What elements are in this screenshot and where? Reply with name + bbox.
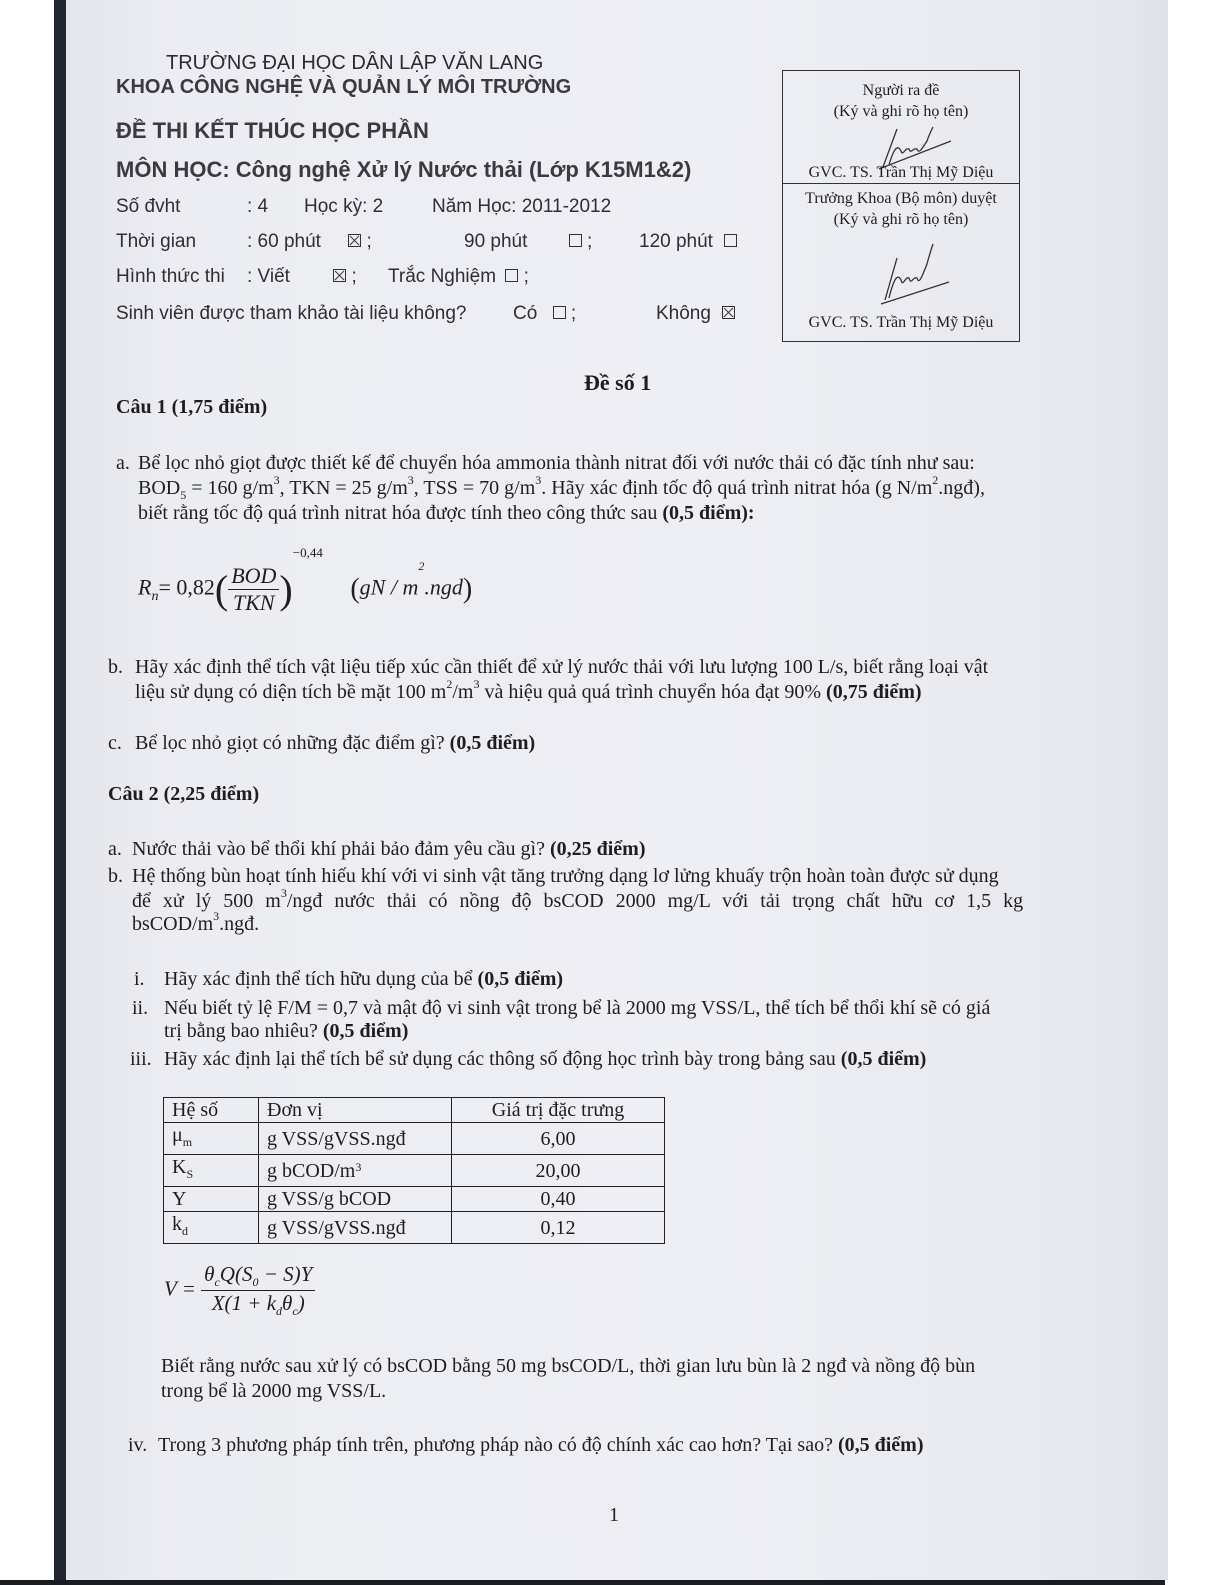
q1-a-line3: biết rằng tốc độ quá trình nitrat hóa được tính theo công thức sau (0,5 điểm): [138, 502, 755, 524]
points: (0,5 điểm): [662, 502, 755, 524]
time-90-label: 90 phút [464, 231, 528, 252]
format-option-written [247, 266, 357, 288]
exam-number: Đề số 1 [584, 370, 652, 395]
checkbox-checked-icon[interactable] [333, 269, 346, 282]
checkbox-empty-icon[interactable] [505, 269, 518, 282]
format-label: Hình thức thi [116, 266, 225, 287]
separator: ; [570, 303, 577, 324]
q2-iii-text: Hãy xác định lại thể tích bể sử dụng các thông số động học trình bày trong bảng sau (0,5 điểm) [164, 1048, 927, 1070]
question-1-title: Câu 1 (1,75 điểm) [116, 396, 268, 418]
table-row [164, 1155, 665, 1187]
approver-signature-image [875, 238, 955, 308]
separator: ; [351, 266, 357, 287]
table-cell-unit: g VSS/gVSS.ngđ [259, 1212, 452, 1244]
fraction: $\frac{\text{BOD}}{\text{TKN}}$ [228, 563, 279, 616]
table-header-row [164, 1098, 665, 1123]
points: (0,5 điểm) [322, 1020, 409, 1042]
q1-a-marker: a. [116, 452, 130, 474]
q2-iii-marker: iii. [130, 1048, 152, 1070]
approver-note: (Ký và ghi rõ họ tên) [833, 211, 969, 228]
q2-b-line1: Hệ thống bùn hoạt tính hiếu khí với vi sinh vật tăng trưởng dạng lơ lửng khuấy trộn hoàn toàn được sử dụng [132, 865, 999, 887]
q2-a-text: Nước thải vào bể thổi khí phải bảo đảm yêu cầu gì? (0,25 điểm) [132, 838, 646, 860]
q1-c-marker: c. [108, 732, 122, 754]
scan-bottom-edge [0, 1580, 1165, 1585]
q2-iv-marker: iv. [128, 1434, 148, 1456]
table-cell-unit: g bCOD/$m^3$ [259, 1155, 452, 1187]
reference-yes-label: Có [513, 303, 538, 324]
semester: Học kỳ: 2 [304, 196, 384, 217]
faculty-name: KHOA CÔNG NGHỆ VÀ QUẢN LÝ MÔI TRƯỜNG [116, 76, 572, 98]
table-header: Đơn vị [259, 1098, 452, 1123]
page-number: 1 [609, 1504, 619, 1526]
table-header: Hệ số [164, 1098, 259, 1123]
reference-no-label: Không [656, 303, 711, 324]
table-cell-unit: g VSS/g bCOD [259, 1187, 452, 1212]
table-cell-value: 0,12 [452, 1212, 665, 1244]
time-option-120 [639, 231, 737, 253]
table-cell-value: 6,00 [452, 1123, 665, 1155]
table-row [164, 1212, 665, 1244]
reference-label: Sinh viên được tham khảo tài liệu không? [116, 303, 467, 324]
approver-title: Trưởng Khoa (Bộ môn) duyệt [805, 190, 997, 207]
author-note: (Ký và ghi rõ họ tên) [833, 103, 969, 120]
q2-i-text: Hãy xác định thể tích hữu dụng của bể (0,5 điểm) [164, 968, 564, 990]
q2-a-marker: a. [108, 838, 122, 860]
author-title: Người ra đề [862, 82, 940, 99]
author-name: GVC. TS. Trần Thị Mỹ Diệu [808, 164, 994, 181]
q2-ii-line2: trị bằng bao nhiêu? (0,5 điểm) [164, 1020, 409, 1042]
q2-b-line3: bsCOD/$m^3.ngđ$. [132, 909, 260, 935]
scan-left-edge [54, 0, 66, 1585]
time-60-label: : 60 phút [247, 231, 321, 252]
table-cell-symbol: $\mu_m$ [164, 1123, 259, 1155]
q2-ii-marker: ii. [132, 997, 149, 1019]
time-option-90 [464, 231, 592, 253]
reference-option-no [656, 303, 735, 325]
signature-box [782, 70, 1020, 342]
q1-a-line1: Bể lọc nhỏ giọt được thiết kế để chuyển hóa ammonia thành nitrat đối với nước thải có đặc tính như sau: [138, 452, 975, 474]
format-written-label: : Viết [247, 266, 290, 287]
points: (0,25 điểm) [549, 838, 646, 860]
q1-b-marker: b. [108, 656, 123, 678]
course-title: MÔN HỌC: Công nghệ Xử lý Nước thải (Lớp K15M1&2) [116, 157, 692, 182]
format-option-multiple-choice [388, 266, 529, 288]
checkbox-checked-icon[interactable] [348, 234, 361, 247]
time-option-60 [247, 231, 372, 253]
author-signature-cell [783, 71, 1019, 184]
time-label: Thời gian [116, 231, 197, 252]
approver-name: GVC. TS. Trần Thị Mỹ Diệu [808, 314, 994, 331]
table-cell-unit: g VSS/gVSS.ngđ [259, 1123, 452, 1155]
separator: ; [586, 231, 593, 252]
credits-value: : 4 [247, 196, 269, 217]
credits-label: Số đvht [116, 196, 181, 217]
table-cell-value: 0,40 [452, 1187, 665, 1212]
points: (0,5 điểm) [840, 1048, 927, 1070]
reference-option-yes [513, 303, 576, 325]
points: (0,5 điểm) [449, 732, 536, 754]
exam-title: ĐỀ THI KẾT THÚC HỌC PHẦN [116, 118, 429, 143]
table-cell-symbol: $K_S$ [164, 1155, 259, 1187]
reactor-volume-formula: V = $\frac{\theta_cQ(S_0 - S)Y}{X(1 + k_d\theta_c)}$ [164, 1262, 315, 1319]
fraction: $\frac{\theta_cQ(S_0 - S)Y}{X(1 + k_d\theta_c)}$ [201, 1262, 315, 1319]
q2-ii-line1: Nếu biết tỷ lệ F/M = 0,7 và mật độ vi sinh vật trong bể là 2000 mg VSS/L, thể tích bể thổi khí sẽ có giá [164, 997, 991, 1019]
points: (0,75 điểm) [826, 681, 922, 703]
time-120-label: 120 phút [639, 231, 713, 252]
q1-c-text: Bể lọc nhỏ giọt có những đặc điểm gì? (0,5 điểm) [135, 732, 536, 754]
checkbox-checked-icon[interactable] [722, 306, 735, 319]
points: (0,5 điểm) [837, 1434, 924, 1456]
checkbox-empty-icon[interactable] [724, 234, 737, 247]
exam-page [66, 0, 1168, 1580]
table-header: Giá trị đặc trưng [452, 1098, 665, 1123]
question-2-title: Câu 2 (2,25 điểm) [108, 783, 260, 805]
table-row [164, 1187, 665, 1212]
checkbox-empty-icon[interactable] [553, 306, 566, 319]
separator: ; [523, 266, 529, 287]
q1-b-line2: liệu sử dụng có diện tích bề mặt 100 $m^2/m^3$ và hiệu quả quá trình chuyển hóa đạt 90% (0,75 điểm) [135, 677, 922, 703]
kinetic-parameters-table [163, 1097, 665, 1244]
checkbox-empty-icon[interactable] [569, 234, 582, 247]
format-mc-label: Trắc Nghiệm [388, 266, 497, 287]
q2-b-line2: để xử lý 500 $m^3$/ngđ nước thải có nồng độ bsCOD 2000 mg/L với tải trọng chất hữu cơ 1,5 kg [132, 886, 1024, 912]
table-cell-symbol: $k_d$ [164, 1212, 259, 1244]
table-row [164, 1123, 665, 1155]
given-conditions-line1: Biết rằng nước sau xử lý có bsCOD bằng 50 mg bsCOD/L, thời gian lưu bùn là 2 ngđ và nồng độ bùn [161, 1355, 976, 1377]
table-cell-value: 20,00 [452, 1155, 665, 1187]
points: (0,5 điểm) [477, 968, 564, 990]
q2-i-marker: i. [134, 968, 145, 990]
table-cell-symbol: Y [164, 1187, 259, 1212]
separator: ; [366, 231, 372, 252]
nitrification-rate-formula: $R_n= 0,82$( $\frac{\text{BOD}}{\text{TKN}}$ )$^{-0,44}$ $(gN / m^2.ngd)$ [138, 545, 473, 615]
q2-iv-text: Trong 3 phương pháp tính trên, phương pháp nào có độ chính xác cao hơn? Tại sao? (0,5 điểm) [158, 1434, 924, 1456]
q2-b-marker: b. [108, 865, 123, 887]
q1-a-line2: $BOD_5 = 160$ $g/m^3$, TKN = 25 $g/m^3$, TSS = 70 $g/m^3$. Hãy xác định tốc độ quá trình nitrat hóa (g $N/m^2.ngđ$), [138, 473, 985, 502]
approver-signature-cell [783, 184, 1019, 341]
academic-year: Năm Học: 2011-2012 [432, 196, 612, 217]
given-conditions-line2: trong bể là 2000 mg VSS/L. [161, 1380, 387, 1402]
q1-b-line1: Hãy xác định thể tích vật liệu tiếp xúc cần thiết để xử lý nước thải với lưu lượng 100 L/s, biết rằng loại vật [135, 656, 989, 678]
university-name: TRƯỜNG ĐẠI HỌC DÂN LẬP VĂN LANG [166, 52, 544, 74]
